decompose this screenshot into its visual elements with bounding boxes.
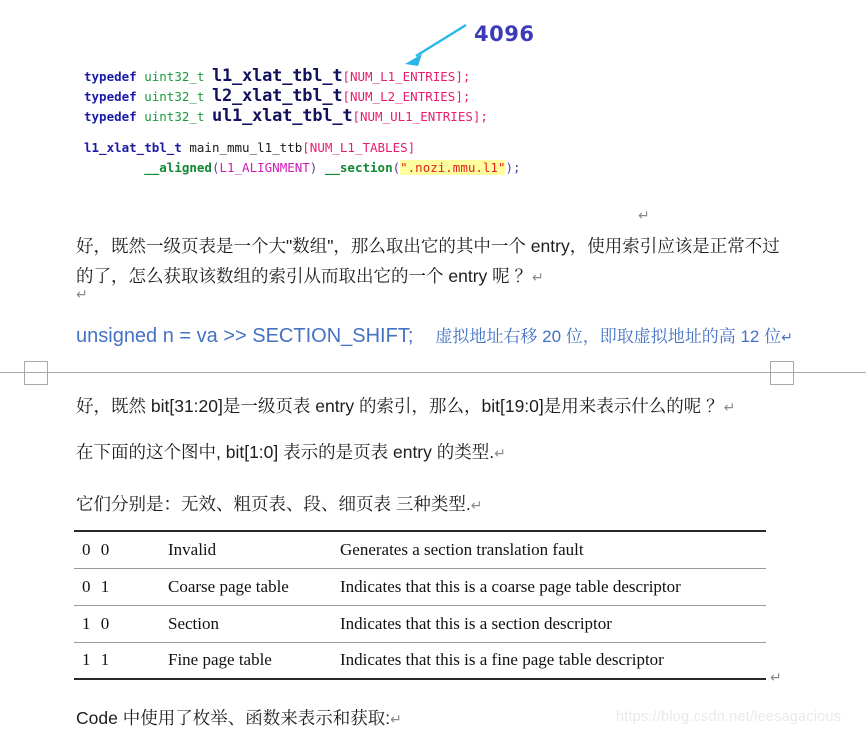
code-line	[84, 66, 521, 86]
table-cell-type: Section	[168, 605, 340, 642]
code-token: L1_ALIGNMENT	[219, 160, 310, 175]
code-token: )	[309, 160, 318, 175]
paragraph-code-note	[76, 703, 402, 735]
code-token: uint32_t	[144, 89, 205, 104]
code-token: (	[211, 160, 220, 175]
paragraph-mark: ↵	[494, 446, 506, 462]
code-token: uint32_t	[144, 69, 205, 84]
table-row	[74, 531, 766, 568]
paragraph-entry-type	[76, 437, 506, 469]
code-token: l2_xlat_tbl_t	[211, 86, 343, 106]
paragraph-mark: ↵	[723, 400, 736, 416]
annotation-label: 4096	[474, 22, 535, 46]
paragraph-intro-line1: 好，既然一级页表是一个大"数组"，那么取出它的其中一个 entry，使用索引应该是正常不过	[76, 236, 780, 256]
paragraph-intro-line2: 的了，怎么获取该数组的索引从而取出它的一个 entry 呢 ？	[76, 266, 532, 286]
code-line	[84, 138, 521, 158]
code-line	[84, 106, 521, 126]
blue-comment-text: 虚拟地址右移 20 位，即取虚拟地址的高 12 位	[435, 327, 782, 346]
table-cell-bits: 0 0	[74, 531, 168, 568]
table-cell-type: Coarse page table	[168, 568, 340, 605]
bit-encoding-table-body	[74, 531, 766, 679]
code-token: __aligned	[144, 160, 212, 175]
code-blank-line	[84, 126, 521, 138]
table-cell-bits: 1 1	[74, 642, 168, 679]
paragraph-three-types-text: 它们分别是：无效、粗页表、段、细页表 三种类型.	[76, 494, 471, 514]
csdn-watermark: https://blog.csdn.net/leesagacious	[616, 709, 842, 725]
paragraph-mark: ↵	[781, 330, 793, 346]
code-token: ul1_xlat_tbl_t	[211, 106, 353, 126]
code-token: )	[505, 160, 514, 175]
code-token: typedef	[84, 89, 137, 104]
code-token: [NUM_L1_TABLES]	[302, 140, 416, 155]
paragraph-bits-question	[76, 391, 735, 423]
blue-code-line	[76, 322, 793, 348]
code-token: main_mmu_l1_ttb	[181, 140, 303, 155]
paragraph-bits-question-text: 好，既然 bit[31:20]是一级页表 entry 的索引，那么，bit[19:0]是用来表示什么的呢 ？	[76, 396, 724, 416]
code-token	[204, 89, 212, 104]
code-token	[317, 160, 325, 175]
table-row	[74, 568, 766, 605]
table-cell-description: Indicates that this is a coarse page table descriptor	[340, 568, 766, 605]
table-cell-description: Generates a section translation fault	[340, 531, 766, 568]
code-token: ;	[462, 89, 471, 104]
paragraph-entry-type-text: 在下面的这个图中, bit[1:0] 表示的是页表 entry 的类型.	[76, 442, 495, 462]
table-row	[74, 642, 766, 679]
table-cell-type: Invalid	[168, 531, 340, 568]
code-line	[84, 158, 521, 178]
table-cell-description: Indicates that this is a section descriptor	[340, 605, 766, 642]
code-token: l1_xlat_tbl_t	[211, 66, 343, 86]
blue-code-text: unsigned n = va >> SECTION_SHIFT;	[76, 325, 414, 347]
paragraph-code-note-text: Code 中使用了枚举、函数来表示和获取:	[76, 708, 391, 728]
code-token: typedef	[84, 69, 137, 84]
section-divider	[0, 372, 866, 373]
table-cell-bits: 0 1	[74, 568, 168, 605]
paragraph-mark: ↵	[532, 270, 544, 286]
code-token: ;	[513, 160, 521, 175]
table-cell-description: Indicates that this is a fine page table descriptor	[340, 642, 766, 679]
table-row	[74, 605, 766, 642]
bit-encoding-table	[74, 530, 766, 680]
code-token: ".nozi.mmu.l1"	[400, 160, 506, 175]
code-token: typedef	[84, 109, 137, 124]
code-token: uint32_t	[144, 109, 205, 124]
code-token: ;	[462, 69, 471, 84]
paragraph-mark: ↵	[770, 670, 782, 686]
divider-marker-right	[770, 361, 794, 385]
code-token	[204, 109, 212, 124]
code-line	[84, 86, 521, 106]
code-token: ;	[480, 109, 488, 124]
code-token: l1_xlat_tbl_t	[84, 140, 182, 155]
paragraph-mark: ↵	[390, 712, 402, 728]
divider-marker-left	[24, 361, 48, 385]
code-token: [NUM_L1_ENTRIES]	[342, 69, 463, 84]
arrow-down-left-icon	[405, 25, 466, 66]
table-cell-type: Fine page table	[168, 642, 340, 679]
table-cell-bits: 1 0	[74, 605, 168, 642]
paragraph-mark: ↵	[638, 208, 650, 224]
paragraph-mark: ↵	[470, 498, 483, 514]
paragraph-three-types	[76, 489, 482, 521]
paragraph-intro	[76, 231, 796, 293]
code-block	[84, 66, 521, 178]
code-token	[204, 69, 212, 84]
code-token: __section	[324, 160, 393, 175]
code-token: (	[392, 160, 401, 175]
code-token	[84, 160, 144, 175]
code-token: [NUM_UL1_ENTRIES]	[352, 109, 481, 124]
paragraph-mark: ↵	[76, 287, 88, 303]
code-token: [NUM_L2_ENTRIES]	[342, 89, 463, 104]
